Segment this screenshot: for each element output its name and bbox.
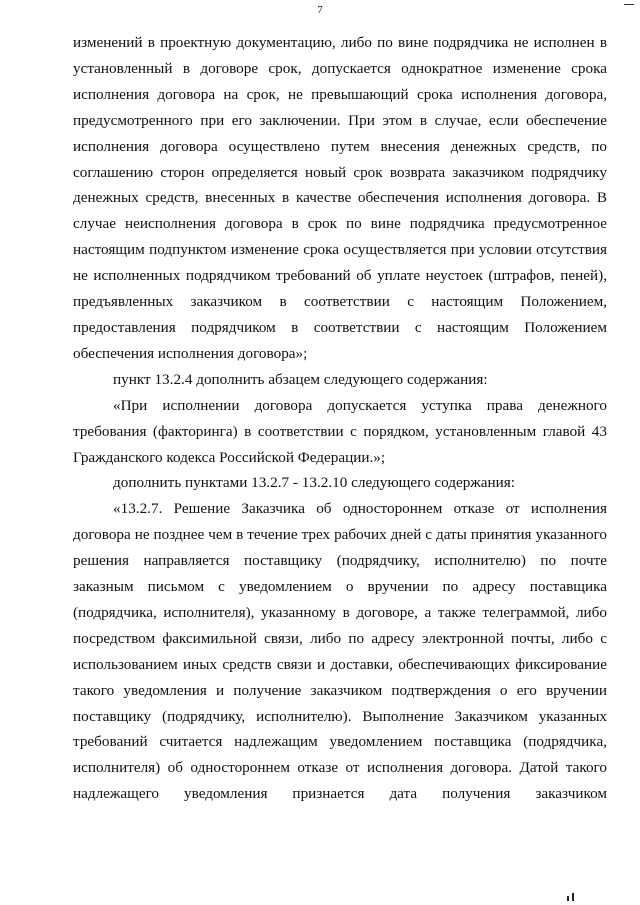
paragraph-add-items: дополнить пунктами 13.2.7 - 13.2.10 следующего содержания: — [113, 474, 516, 492]
page-number: 7 — [317, 4, 323, 16]
paragraph-factoring-clause: «При исполнении договора допускается уступка права денежного требования (факторинга) в соответствии с порядком, установленным главой 43 Гражданского кодекса Российской Федерации.»; — [73, 396, 607, 466]
paragraph-continuation: изменений в проектную документацию, либо по вине подрядчика не исполнен в установленный в договоре срок, допускается однократное изменение срока исполнения договора на срок, не превышающий срока исполнения договора, предусмотренного при его заключении. При этом в случае, если обеспечение исполнения договора осуществлено путем внесения денежных средств, по соглашению сторон определяется новый срок возврата заказчиком подрядчику денежных средств, внесенных в качестве обеспечения исполнения договора. В случае неисполнения договора в срок по вине подрядчика предусмотренное настоящим подпунктом изменение срока осуществляется при условии отсутствия не исполненных подрядчиком требований об уплате неустоек (штрафов, пеней), предъявленных заказчиком в соответствии с настоящим Положением, предоставления подрядчиком в соответствии с настоящим Положением обеспечения исполнения договора»; — [73, 34, 607, 362]
document-body — [73, 30, 607, 807]
paragraph-amendment-13-2-4: пункт 13.2.4 дополнить абзацем следующего содержания: — [113, 370, 488, 388]
scan-mark — [567, 893, 577, 901]
paragraph-13-2-7: «13.2.7. Решение Заказчика об одностороннем отказе от исполнения договора не позднее чем в течение трех рабочих дней с даты принятия указанного решения направляется поставщику (подрядчику, исполнителю) по почте заказным письмом с уведомлением о вручении по адресу поставщика (подрядчика, исполнителя), указанному в договоре, а также телеграммой, либо посредством факсимильной связи, либо по адресу электронной почты, либо с использованием иных средств связи и доставки, обеспечивающих фиксирование такого уведомления и получение заказчиком подтверждения о его вручении поставщику (подрядчику, исполнителю). Выполнение Заказчиком указанных требований считается надлежащим уведомлением поставщика (подрядчика, исполнителя) об одностороннем отказе от исполнения договора. Датой такого надлежащего уведомления признается дата получения заказчиком — [73, 500, 607, 803]
